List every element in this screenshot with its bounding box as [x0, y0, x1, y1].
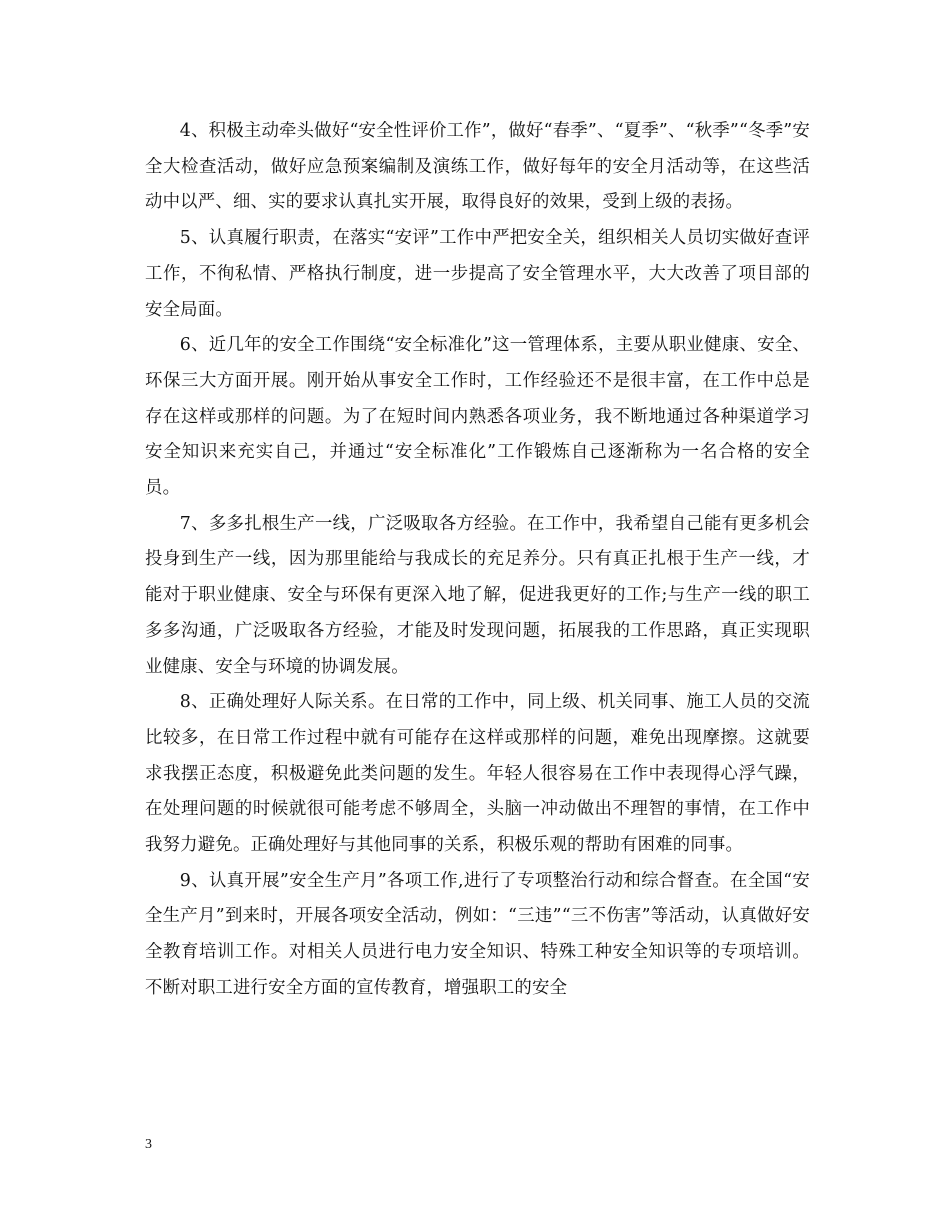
paragraph-9: 9、认真开展”安全生产月”各项工作,进行了专项整治行动和综合督查。在全国“安全生产月”到来时，开展各项安全活动，例如：“三违”“三不伤害”等活动，认真做好安全教育培训工作。对相关人员进行电力安全知识、特殊工种安全知识等的专项培训。不断对职工进行安全方面的宣传教育，增强职工的安全: [145, 870, 810, 998]
paragraph-4: 4、积极主动牵头做好“安全性评价工作”，做好“春季”、“夏季”、“秋季”“冬季”安全大检查活动，做好应急预案编制及演练工作，做好每年的安全月活动等，在这些活动中以严、细、实的要求认真扎实开展，取得良好的效果，受到上级的表扬。: [145, 121, 810, 213]
paragraph-6: 6、近几年的安全工作围绕“安全标准化”这一管理体系，主要从职业健康、安全、环保三大方面开展。刚开始从事安全工作时，工作经验还不是很丰富，在工作中总是存在这样或那样的问题。为了在短时间内熟悉各项业务，我不断地通过各种渠道学习安全知识来充实自己，并通过“安全标准化”工作锻炼自己逐渐称为一名合格的安全员。: [145, 335, 810, 499]
document-body: [145, 114, 810, 1007]
page-number: 3: [145, 1137, 152, 1152]
paragraph-5: 5、认真履行职责，在落实“安评”工作中严把安全关，组织相关人员切实做好查评工作，不徇私情、严格执行制度，进一步提高了安全管理水平，大大改善了项目部的安全局面。: [145, 228, 810, 320]
paragraph-7: 7、多多扎根生产一线，广泛吸取各方经验。在工作中，我希望自己能有更多机会投身到生产一线，因为那里能给与我成长的充足养分。只有真正扎根于生产一线，才能对于职业健康、安全与环保有更深入地了解，促进我更好的工作;与生产一线的职工多多沟通，广泛吸取各方经验，才能及时发现问题，拓展我的工作思路，真正实现职业健康、安全与环境的协调发展。: [145, 513, 810, 677]
paragraph-8: 8、正确处理好人际关系。在日常的工作中，同上级、机关同事、施工人员的交流比较多，在日常工作过程中就有可能存在这样或那样的问题，难免出现摩擦。这就要求我摆正态度，积极避免此类问题的发生。年轻人很容易在工作中表现得心浮气躁，在处理问题的时候就很可能考虑不够周全，头脑一冲动做出不理智的事情，在工作中我努力避免。正确处理好与其他同事的关系，积极乐观的帮助有困难的同事。: [145, 692, 810, 856]
